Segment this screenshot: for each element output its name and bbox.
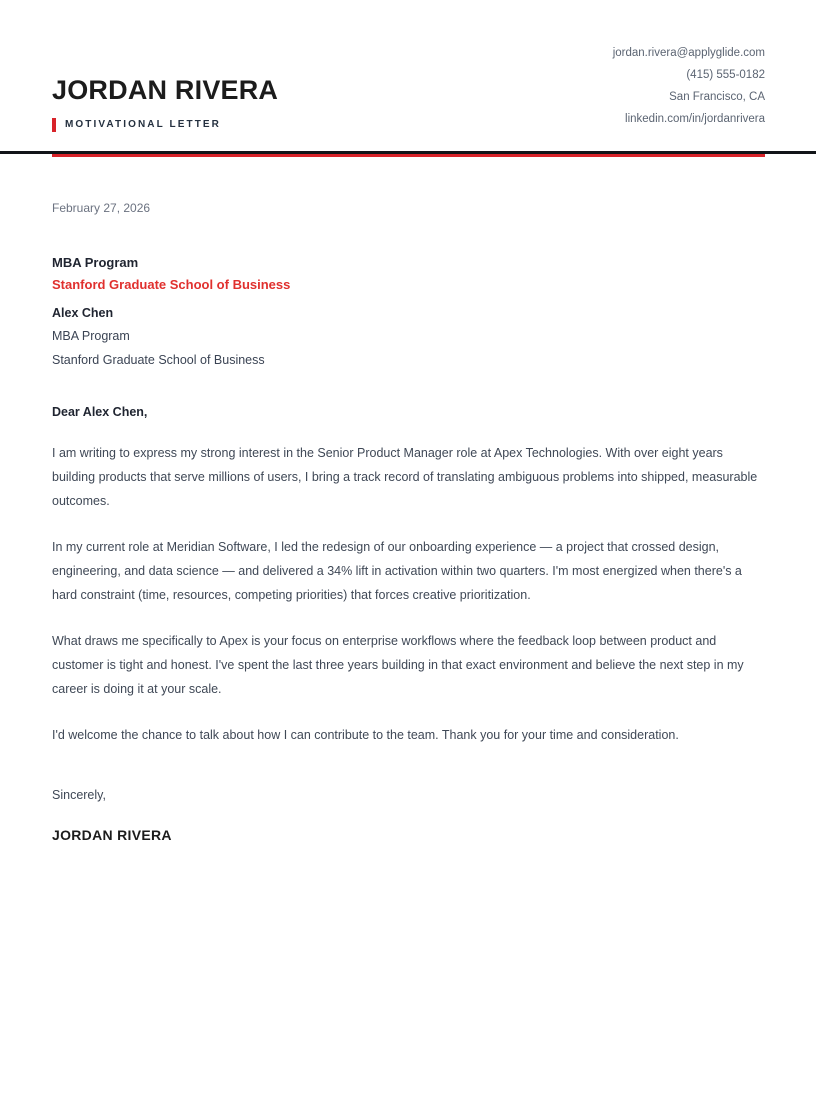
recipient-contact-name: Alex Chen <box>52 306 114 321</box>
letter-paragraph: I am writing to express my strong interest in the Senior Product Manager role at Apex Technologies. With over eight years building products that serve millions of users, I bring a track record of translating ambiguous problems into shipped, measurable outcomes. <box>52 445 758 508</box>
letter-closing: Sincerely, <box>52 787 106 802</box>
recipient-organization: Stanford Graduate School of Business <box>52 276 291 292</box>
contact-location: San Francisco, CA <box>669 91 765 103</box>
letter-paragraph: I'd welcome the chance to talk about how I can contribute to the team. Thank you for your time and consideration. <box>52 727 679 742</box>
page-title: JORDAN RIVERA <box>52 75 279 105</box>
letter-date: February 27, 2026 <box>52 201 151 215</box>
letter-body <box>52 157 765 843</box>
contact-linkedin[interactable]: linkedin.com/in/jordanrivera <box>625 113 765 125</box>
recipient-contact-line-1: MBA Program <box>52 329 130 344</box>
identity-block <box>52 40 278 132</box>
letter-salutation: Dear Alex Chen, <box>52 404 148 419</box>
recipient-contact-line-2: Stanford Graduate School of Business <box>52 352 265 367</box>
contact-email[interactable]: jordan.rivera@applyglide.com <box>612 47 765 59</box>
letter-header <box>0 0 816 131</box>
contact-phone[interactable]: (415) 555-0182 <box>686 69 765 81</box>
document-label-row <box>52 118 278 132</box>
accent-bar-icon <box>52 118 56 132</box>
letter-signature: JORDAN RIVERA <box>52 826 172 843</box>
contact-block <box>613 40 765 130</box>
letter-paragraph: What draws me specifically to Apex is your focus on enterprise workflows where the feedback loop between product and customer is tight and honest. I've spent the last three years building in that exact environment and believe the next step in my career is doing it at your scale. <box>52 633 744 696</box>
letter-paragraph: In my current role at Meridian Software, I led the redesign of our onboarding experience — a project that crossed design, engineering, and data science — and delivered a 34% lift in activation within two quarters. I'm most energized when there's a hard constraint (time, resources, competing priorities) that forces creative prioritization. <box>52 539 742 602</box>
recipient-program: MBA Program <box>52 255 139 271</box>
recipient-block <box>52 253 765 371</box>
document-label: MOTIVATIONAL LETTER <box>65 119 222 131</box>
